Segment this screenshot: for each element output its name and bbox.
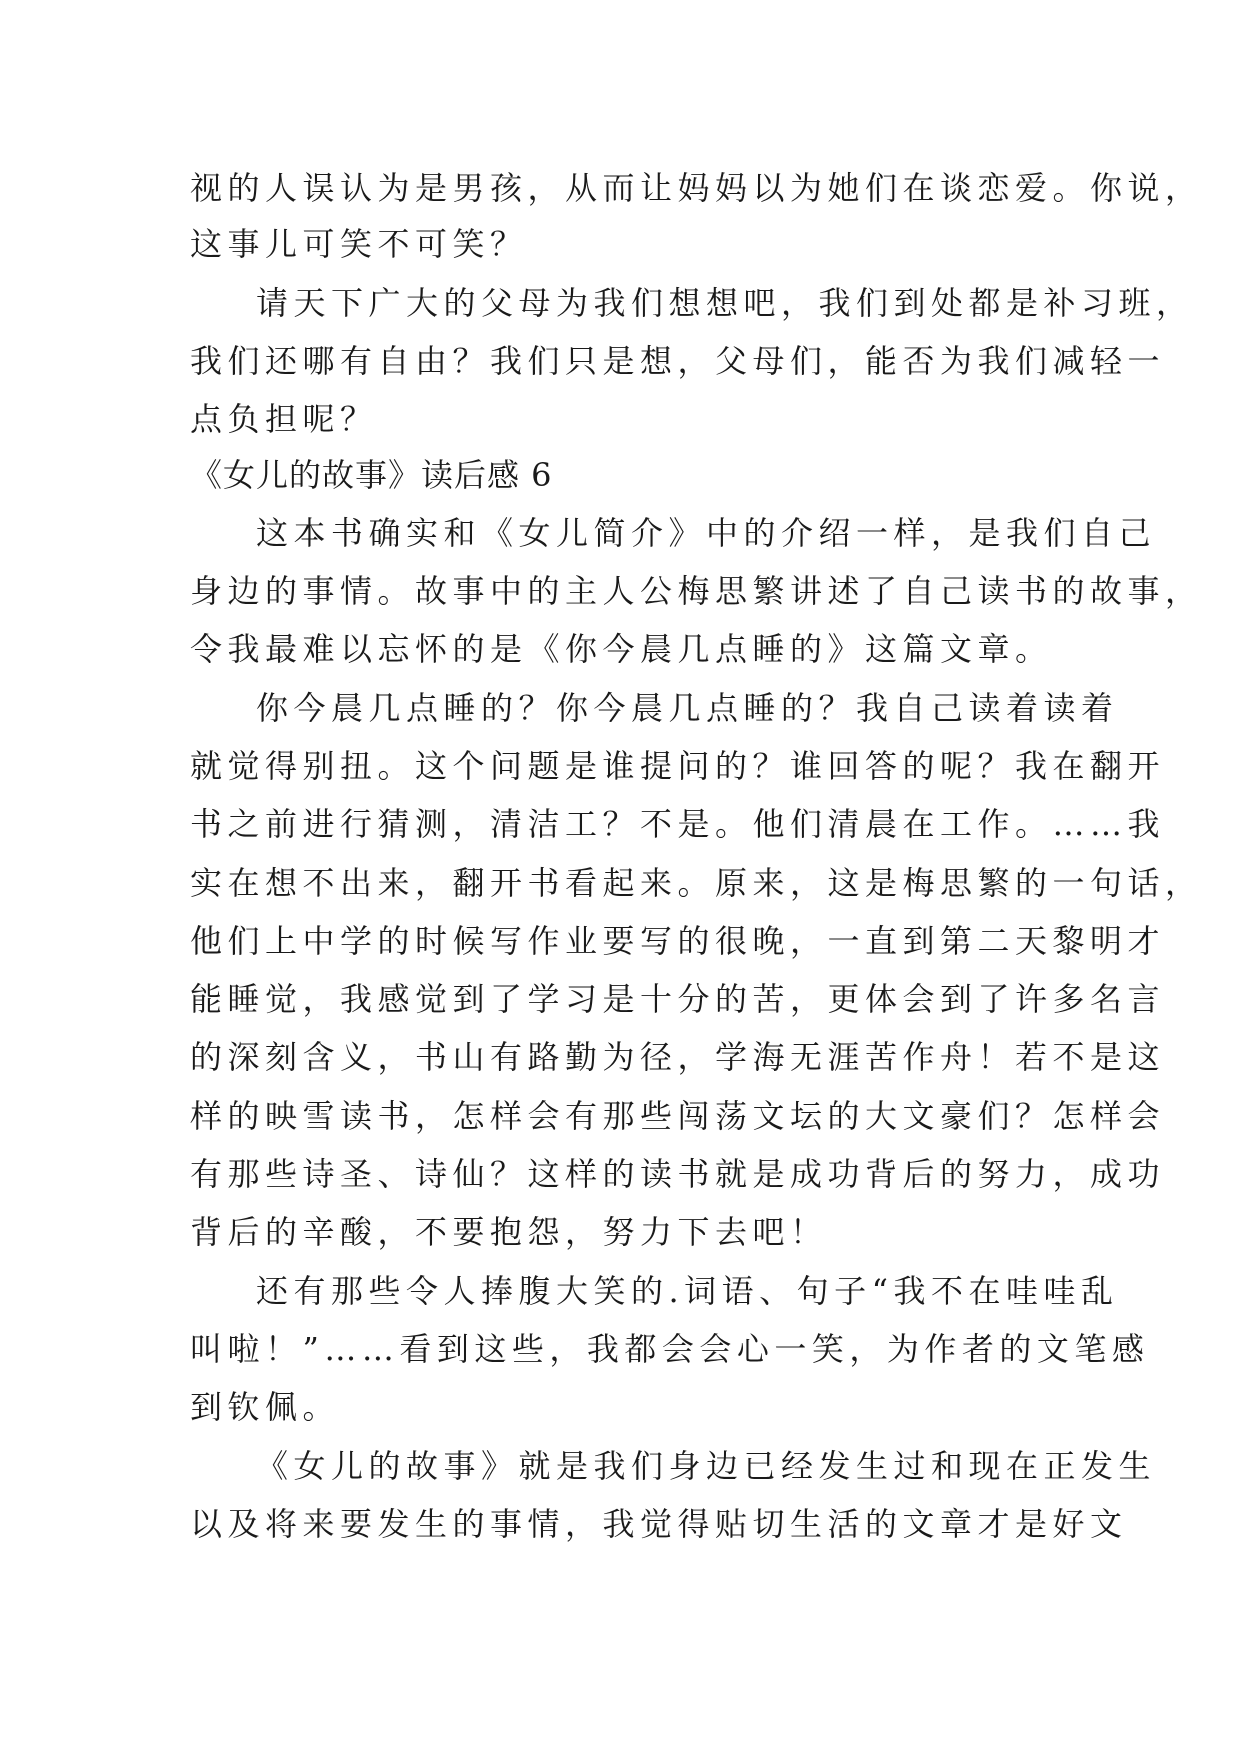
section-heading: 《女儿的故事》读后感 6 (190, 456, 553, 494)
text-line: 就觉得别扭。这个问题是谁提问的？谁回答的呢？我在翻开 (190, 747, 1166, 785)
text-line: 书之前进行猜测，清洁工？不是。他们清晨在工作。……我 (190, 805, 1166, 843)
paragraph-start: 你今晨几点睡的？你今晨几点睡的？我自己读着读着 (256, 689, 1119, 727)
text-line: 我们还哪有自由？我们只是想，父母们，能否为我们减轻一 (190, 342, 1166, 380)
paragraph-start: 这本书确实和《女儿简介》中的介绍一样，是我们自己 (256, 514, 1157, 552)
paragraph-start: 还有那些令人捧腹大笑的.词语、句子“我不在哇哇乱 (256, 1272, 1119, 1310)
text-line: 他们上中学的时候写作业要写的很晚，一直到第二天黎明才 (190, 922, 1166, 960)
text-line: 令我最难以忘怀的是《你今晨几点睡的》这篇文章。 (190, 630, 1053, 668)
paragraph-start: 请天下广大的父母为我们想想吧，我们到处都是补习班， (256, 284, 1194, 322)
paragraph-start: 《女儿的故事》就是我们身边已经发生过和现在正发生 (256, 1447, 1157, 1485)
text-line: 实在想不出来，翻开书看起来。原来，这是梅思繁的一句话， (190, 864, 1203, 902)
text-line: 这事儿可笑不可笑？ (190, 225, 528, 263)
text-line: 以及将来要发生的事情，我觉得贴切生活的文章才是好文 (190, 1505, 1128, 1543)
text-line: 的深刻含义，书山有路勤为径，学海无涯苦作舟！若不是这 (190, 1038, 1166, 1076)
text-line: 到钦佩。 (190, 1388, 341, 1426)
text-line: 能睡觉，我感觉到了学习是十分的苦，更体会到了许多名言 (190, 980, 1166, 1018)
text-line: 有那些诗圣、诗仙？这样的读书就是成功背后的努力，成功 (190, 1155, 1166, 1193)
text-line: 叫啦！”……看到这些，我都会会心一笑，为作者的文笔感 (190, 1330, 1150, 1368)
text-line: 视的人误认为是男孩，从而让妈妈以为她们在谈恋爱。你说， (190, 169, 1203, 207)
text-line: 背后的辛酸，不要抱怨，努力下去吧！ (190, 1213, 828, 1251)
text-line: 样的映雪读书，怎样会有那些闯荡文坛的大文豪们？怎样会 (190, 1097, 1166, 1135)
text-line: 点负担呢？ (190, 400, 378, 438)
text-line: 身边的事情。故事中的主人公梅思繁讲述了自己读书的故事， (190, 572, 1203, 610)
